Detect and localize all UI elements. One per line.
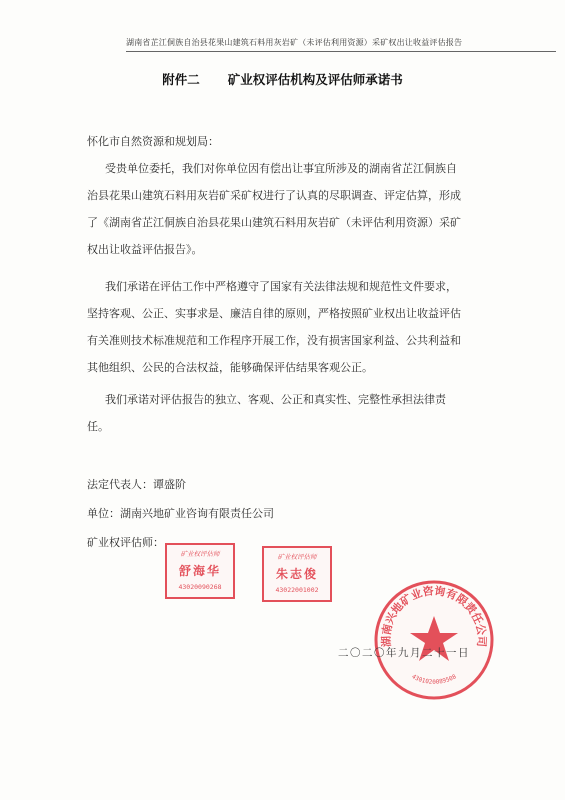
appraisers-label: 矿业权评估师：: [87, 536, 164, 549]
paragraph-1-line-1: 受贵单位委托，我们对你单位因有偿出让事宜所涉及的湖南省芷江侗族自: [105, 162, 457, 175]
title-prefix: 附件二: [162, 72, 200, 87]
appraiser-stamp-2: [262, 546, 332, 602]
paragraph-2-line-2: 坚持客观、公正、实事求是、廉洁自律的原则，严格按照矿业权出让收益评估: [87, 307, 461, 320]
appraiser-stamp-2-heading: 矿业权评估师: [277, 553, 317, 561]
signing-date: 二〇二〇年九月二十一日: [338, 647, 470, 659]
running-header: 湖南省芷江侗族自治县花果山建筑石料用灰岩矿（未评估利用资源）采矿权出让收益评估报告: [126, 37, 556, 52]
company-unit: 单位：湖南兴地矿业咨询有限责任公司: [87, 507, 274, 520]
paragraph-2-line-1: 我们承诺在评估工作中严格遵守了国家有关法律法规和规范性文件要求，: [105, 280, 457, 293]
page-title: [0, 70, 565, 88]
company-seal: [372, 578, 496, 702]
paragraph-3-line-1: 我们承诺对评估报告的独立、客观、公正和真实性、完整性承担法律责: [105, 393, 446, 406]
appraiser-stamp-1: [165, 543, 235, 599]
paragraph-3-line-2: 任。: [87, 420, 109, 433]
paragraph-1-line-3: 了《湖南省芷江侗族自治县花果山建筑石料用灰岩矿（未评估利用资源）采矿: [87, 216, 461, 229]
seal-company-text: 湖南兴地矿业咨询有限责任公司: [379, 584, 489, 648]
appraiser-stamp-1-name: 舒海华: [178, 564, 221, 578]
appraiser-stamp-1-heading: 矿业权评估师: [180, 550, 220, 558]
appraiser-stamp-2-name: 朱志俊: [275, 567, 318, 581]
title-main: 矿业权评估机构及评估师承诺书: [227, 72, 403, 87]
paragraph-2-line-3: 有关准则技术标准规范和工作程序开展工作，没有损害国家利益、公共利益和: [87, 334, 461, 347]
paragraph-2-line-4: 其他组织、公民的合法权益，能够确保评估结果客观公正。: [87, 361, 373, 374]
paragraph-1-line-4: 权出让收益评估报告》。: [87, 243, 203, 256]
legal-representative: 法定代表人：谭盛阶: [87, 478, 186, 491]
paragraph-1-line-2: 治县花果山建筑石料用灰岩矿采矿权进行了认真的尽职调查、评定估算，形成: [87, 189, 461, 202]
appraiser-stamp-2-number: 43022001002: [275, 586, 319, 594]
appraiser-stamp-1-number: 43020090268: [178, 583, 222, 591]
salutation: 怀化市自然资源和规划局：: [87, 135, 219, 148]
seal-number: 4301020089508: [410, 673, 458, 686]
